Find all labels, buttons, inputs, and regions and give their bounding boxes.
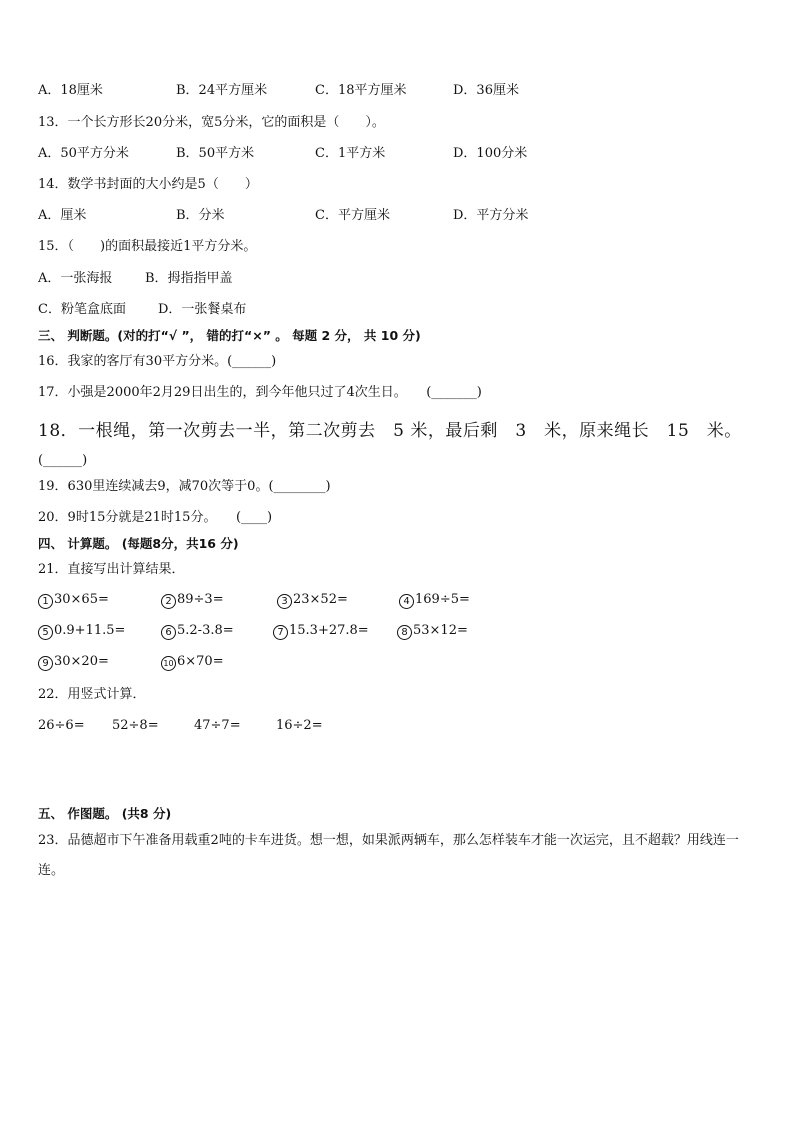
q21-item bbox=[273, 623, 369, 640]
item-number-badge: 7 bbox=[273, 625, 288, 640]
item-number-badge: 2 bbox=[161, 594, 176, 609]
item-expression: 30×20= bbox=[54, 654, 109, 669]
q14-option-b: B．分米 bbox=[176, 208, 225, 223]
q13-option-c: C．1平方米 bbox=[315, 146, 386, 161]
item-expression: 89÷3= bbox=[177, 592, 224, 607]
item-expression: 15.3+27.8= bbox=[289, 623, 369, 638]
q21-text: 21．直接写出计算结果． bbox=[38, 562, 185, 577]
q14-text: 14．数学书封面的大小约是5（ ） bbox=[38, 177, 258, 192]
item-expression: 0.9+11.5= bbox=[54, 623, 126, 638]
q21-item bbox=[161, 592, 224, 609]
q12-option-a: A．18厘米 bbox=[38, 83, 103, 98]
item-number-badge: 1 bbox=[38, 594, 53, 609]
q15-option-b: B．拇指指甲盖 bbox=[145, 271, 233, 286]
q13-option-a: A．50平方分米 bbox=[38, 146, 129, 161]
item-expression: 6×70= bbox=[177, 654, 224, 669]
q15-option-d: D．一张餐桌布 bbox=[158, 302, 247, 317]
q13-text: 13．一个长方形长20分米，宽5分米，它的面积是（ ）。 bbox=[38, 115, 385, 130]
q12-option-d: D．36厘米 bbox=[453, 83, 519, 98]
item-number-badge: 9 bbox=[38, 656, 53, 671]
item-number-badge: 3 bbox=[277, 594, 292, 609]
section-5-heading: 五、 作图题。 (共8 分) bbox=[38, 806, 172, 821]
q22-text: 22．用竖式计算． bbox=[38, 687, 146, 702]
q22-item: 47÷7= bbox=[194, 718, 241, 733]
item-expression: 53×12= bbox=[413, 623, 468, 638]
q23-text: 23．品德超市下午准备用载重2吨的卡车进货。想一想，如果派两辆车，那么怎样装车才能一次运完，且不超载？用线连一连。 bbox=[38, 833, 739, 878]
section-3-heading: 三、 判断题。(对的打“√ ”， 错的打“×” 。 每题 2 分， 共 10 分) bbox=[38, 328, 421, 343]
q22-item: 16÷2= bbox=[276, 718, 323, 733]
q13-option-d: D．100分米 bbox=[453, 146, 528, 161]
item-number-badge: 6 bbox=[161, 625, 176, 640]
item-expression: 169÷5= bbox=[415, 592, 470, 607]
q20-text: 20．9时15分就是21时15分。 (____) bbox=[38, 510, 273, 525]
item-expression: 30×65= bbox=[54, 592, 109, 607]
q17-text: 17．小强是2000年2月29日出生的，到今年他只过了4次生日。 (_______) bbox=[38, 385, 482, 400]
q18-text: 18．一根绳，第一次剪去一半，第二次剪去 5 米，最后剩 3 米，原来绳长 15 米。 bbox=[38, 421, 742, 441]
q22-item: 52÷8= bbox=[112, 718, 159, 733]
q16-text: 16．我家的客厅有30平方分米。(______) bbox=[38, 354, 277, 369]
q13-option-b: B．50平方米 bbox=[176, 146, 255, 161]
q12-option-b: B．24平方厘米 bbox=[176, 83, 268, 98]
q18-answer-blank: (______) bbox=[38, 453, 88, 468]
q21-item bbox=[277, 592, 348, 609]
q22-item: 26÷6= bbox=[38, 718, 85, 733]
q21-item bbox=[161, 654, 224, 671]
item-number-badge: 4 bbox=[399, 594, 414, 609]
q19-text: 19．630里连续减去9，减70次等于0。(________) bbox=[38, 479, 331, 494]
item-number-badge: 5 bbox=[38, 625, 53, 640]
item-expression: 23×52= bbox=[293, 592, 348, 607]
q21-item bbox=[38, 623, 125, 640]
q21-item bbox=[397, 623, 468, 640]
q21-item bbox=[161, 623, 234, 640]
q14-option-c: C．平方厘米 bbox=[315, 208, 390, 223]
item-number-badge: 10 bbox=[161, 656, 176, 671]
q21-item bbox=[38, 654, 109, 671]
q14-option-d: D．平方分米 bbox=[453, 208, 529, 223]
q21-item bbox=[399, 592, 470, 609]
item-expression: 5.2-3.8= bbox=[177, 623, 234, 638]
q15-option-c: C．粉笔盒底面 bbox=[38, 302, 126, 317]
item-number-badge: 8 bbox=[397, 625, 412, 640]
section-4-heading: 四、 计算题。 (每题8分，共16 分) bbox=[38, 536, 239, 551]
q21-item bbox=[38, 592, 109, 609]
q12-option-c: C．18平方厘米 bbox=[315, 83, 407, 98]
q15-text: 15．（ )的面积最接近1平方分米。 bbox=[38, 239, 257, 254]
q14-option-a: A．厘米 bbox=[38, 208, 87, 223]
q15-option-a: A．一张海报 bbox=[38, 271, 113, 286]
